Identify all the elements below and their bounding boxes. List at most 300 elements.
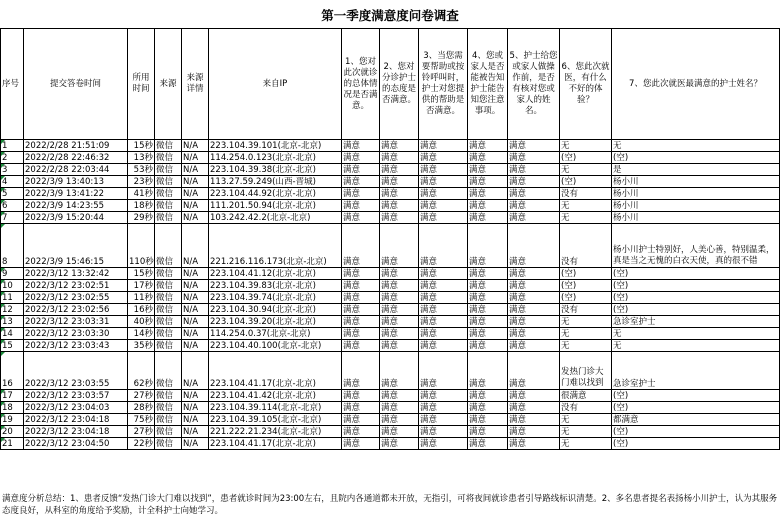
col-header-duration[interactable]: 所用时间 (128, 29, 155, 140)
cell-q1[interactable]: 满意 (342, 316, 380, 328)
cell-q7[interactable]: (空) (612, 304, 780, 316)
cell-q2[interactable]: 满意 (380, 212, 419, 224)
cell-q3[interactable]: 满意 (419, 268, 468, 280)
cell-q2[interactable]: 满意 (380, 224, 419, 268)
cell-source-detail[interactable]: N/A (182, 152, 209, 164)
cell-source-detail[interactable]: N/A (182, 280, 209, 292)
cell-seq[interactable]: 8 (1, 224, 24, 268)
cell-source[interactable]: 微信 (155, 140, 182, 152)
cell-ip[interactable]: 103.242.42.2(北京-北京) (209, 212, 342, 224)
cell-submit-time[interactable]: 2022/3/12 23:04:18 (24, 414, 128, 426)
cell-submit-time[interactable]: 2022/3/12 23:03:57 (24, 390, 128, 402)
cell-q7[interactable]: (空) (612, 426, 780, 438)
cell-q7[interactable]: 急诊室护士 (612, 352, 780, 390)
cell-source[interactable]: 微信 (155, 292, 182, 304)
cell-source[interactable]: 微信 (155, 280, 182, 292)
cell-submit-time[interactable]: 2022/3/12 23:04:03 (24, 402, 128, 414)
cell-q1[interactable]: 满意 (342, 224, 380, 268)
col-header-q1[interactable]: 1、您对此次就诊的总体情况是否满意。 (342, 29, 380, 140)
cell-q4[interactable]: 满意 (468, 402, 508, 414)
col-header-source-detail[interactable]: 来源详情 (182, 29, 209, 140)
col-header-q4[interactable]: 4、您或家人是否能被告知护士能告知您注意事项。 (468, 29, 508, 140)
cell-source-detail[interactable]: N/A (182, 212, 209, 224)
cell-submit-time[interactable]: 2022/3/12 23:04:18 (24, 426, 128, 438)
table-row[interactable] (1, 212, 780, 224)
table-row[interactable] (1, 280, 780, 292)
cell-source[interactable]: 微信 (155, 224, 182, 268)
cell-submit-time[interactable]: 2022/3/12 23:02:51 (24, 280, 128, 292)
cell-duration[interactable]: 29秒 (128, 212, 155, 224)
cell-source[interactable]: 微信 (155, 328, 182, 340)
cell-duration[interactable]: 11秒 (128, 292, 155, 304)
cell-q6[interactable]: 无 (560, 426, 612, 438)
cell-q5[interactable]: 满意 (508, 140, 560, 152)
cell-ip[interactable]: 114.254.0.123(北京-北京) (209, 152, 342, 164)
cell-q2[interactable]: 满意 (380, 304, 419, 316)
cell-q2[interactable]: 满意 (380, 152, 419, 164)
cell-q1[interactable]: 满意 (342, 390, 380, 402)
cell-q6[interactable]: (空) (560, 268, 612, 280)
cell-submit-time[interactable]: 2022/2/28 22:03:44 (24, 164, 128, 176)
cell-q7[interactable]: (空) (612, 280, 780, 292)
cell-source[interactable]: 微信 (155, 402, 182, 414)
cell-q2[interactable]: 满意 (380, 140, 419, 152)
cell-q1[interactable]: 满意 (342, 414, 380, 426)
cell-q5[interactable]: 满意 (508, 304, 560, 316)
cell-q4[interactable]: 满意 (468, 280, 508, 292)
table-row[interactable] (1, 390, 780, 402)
cell-q7[interactable]: (空) (612, 292, 780, 304)
table-row[interactable] (1, 200, 780, 212)
cell-source[interactable]: 微信 (155, 200, 182, 212)
cell-q2[interactable]: 满意 (380, 200, 419, 212)
cell-q3[interactable]: 满意 (419, 212, 468, 224)
cell-q3[interactable]: 满意 (419, 292, 468, 304)
cell-submit-time[interactable]: 2022/3/12 23:02:55 (24, 292, 128, 304)
cell-seq[interactable]: 19 (1, 414, 24, 426)
cell-q3[interactable]: 满意 (419, 340, 468, 352)
cell-q5[interactable]: 满意 (508, 340, 560, 352)
cell-source-detail[interactable]: N/A (182, 328, 209, 340)
cell-q3[interactable]: 满意 (419, 224, 468, 268)
cell-submit-time[interactable]: 2022/3/9 14:23:55 (24, 200, 128, 212)
cell-ip[interactable]: 221.222.21.234(北京-北京) (209, 426, 342, 438)
cell-ip[interactable]: 114.254.0.37(北京-北京) (209, 328, 342, 340)
table-row[interactable] (1, 352, 780, 390)
cell-source-detail[interactable]: N/A (182, 164, 209, 176)
table-row[interactable] (1, 188, 780, 200)
cell-seq[interactable]: 20 (1, 426, 24, 438)
cell-q4[interactable]: 满意 (468, 212, 508, 224)
cell-q6[interactable]: (空) (560, 280, 612, 292)
cell-source-detail[interactable]: N/A (182, 200, 209, 212)
cell-q4[interactable]: 满意 (468, 152, 508, 164)
cell-seq[interactable]: 9 (1, 268, 24, 280)
cell-q4[interactable]: 满意 (468, 200, 508, 212)
cell-q7[interactable]: 是 (612, 164, 780, 176)
cell-q7[interactable]: (空) (612, 402, 780, 414)
table-row[interactable] (1, 164, 780, 176)
cell-ip[interactable]: 223.104.39.101(北京-北京) (209, 140, 342, 152)
cell-seq[interactable]: 14 (1, 328, 24, 340)
cell-duration[interactable]: 14秒 (128, 328, 155, 340)
cell-seq[interactable]: 4 (1, 176, 24, 188)
cell-q4[interactable]: 满意 (468, 224, 508, 268)
cell-q3[interactable]: 满意 (419, 188, 468, 200)
cell-q6[interactable]: 无 (560, 316, 612, 328)
cell-q5[interactable]: 满意 (508, 268, 560, 280)
cell-submit-time[interactable]: 2022/3/12 23:03:31 (24, 316, 128, 328)
cell-ip[interactable]: 223.104.39.38(北京-北京) (209, 164, 342, 176)
cell-source[interactable]: 微信 (155, 426, 182, 438)
cell-q7[interactable]: 都满意 (612, 414, 780, 426)
cell-duration[interactable]: 27秒 (128, 390, 155, 402)
cell-submit-time[interactable]: 2022/3/12 23:04:50 (24, 438, 128, 450)
cell-submit-time[interactable]: 2022/3/12 23:03:30 (24, 328, 128, 340)
cell-q1[interactable]: 满意 (342, 152, 380, 164)
cell-ip[interactable]: 223.104.39.20(北京-北京) (209, 316, 342, 328)
cell-seq[interactable]: 11 (1, 292, 24, 304)
cell-q3[interactable]: 满意 (419, 152, 468, 164)
cell-q6[interactable]: (空) (560, 176, 612, 188)
cell-seq[interactable]: 10 (1, 280, 24, 292)
cell-source[interactable]: 微信 (155, 268, 182, 280)
cell-source-detail[interactable]: N/A (182, 438, 209, 450)
cell-q4[interactable]: 满意 (468, 140, 508, 152)
cell-q4[interactable]: 满意 (468, 414, 508, 426)
cell-source[interactable]: 微信 (155, 164, 182, 176)
col-header-q3[interactable]: 3、当您需要帮助或按铃呼叫时，护士对您提供的帮助是否满意。 (419, 29, 468, 140)
col-header-q7[interactable]: 7、您此次就医最满意的护士姓名？ (612, 29, 780, 140)
cell-q2[interactable]: 满意 (380, 340, 419, 352)
cell-source-detail[interactable]: N/A (182, 352, 209, 390)
cell-q2[interactable]: 满意 (380, 268, 419, 280)
cell-duration[interactable]: 15秒 (128, 268, 155, 280)
cell-seq[interactable]: 18 (1, 402, 24, 414)
cell-q5[interactable]: 满意 (508, 316, 560, 328)
cell-q3[interactable]: 满意 (419, 414, 468, 426)
cell-source-detail[interactable]: N/A (182, 292, 209, 304)
cell-ip[interactable]: 223.104.30.94(北京-北京) (209, 304, 342, 316)
cell-duration[interactable]: 28秒 (128, 402, 155, 414)
cell-q2[interactable]: 满意 (380, 292, 419, 304)
cell-q2[interactable]: 满意 (380, 188, 419, 200)
cell-q5[interactable]: 满意 (508, 414, 560, 426)
cell-q3[interactable]: 满意 (419, 438, 468, 450)
cell-duration[interactable]: 40秒 (128, 316, 155, 328)
cell-q6[interactable]: 没有 (560, 224, 612, 268)
cell-seq[interactable]: 6 (1, 200, 24, 212)
cell-q5[interactable]: 满意 (508, 176, 560, 188)
cell-q7[interactable]: 杨小川 (612, 212, 780, 224)
cell-q1[interactable]: 满意 (342, 426, 380, 438)
cell-source-detail[interactable]: N/A (182, 224, 209, 268)
cell-q4[interactable]: 满意 (468, 352, 508, 390)
cell-ip[interactable]: 223.104.39.105(北京-北京) (209, 414, 342, 426)
cell-duration[interactable]: 15秒 (128, 140, 155, 152)
cell-ip[interactable]: 223.104.41.17(北京-北京) (209, 352, 342, 390)
cell-ip[interactable]: 223.104.41.42(北京-北京) (209, 390, 342, 402)
cell-q1[interactable]: 满意 (342, 280, 380, 292)
cell-submit-time[interactable]: 2022/3/12 13:32:42 (24, 268, 128, 280)
cell-q1[interactable]: 满意 (342, 140, 380, 152)
col-header-source[interactable]: 来源 (155, 29, 182, 140)
cell-q1[interactable]: 满意 (342, 402, 380, 414)
cell-q1[interactable]: 满意 (342, 304, 380, 316)
col-header-q2[interactable]: 2、您对分诊护士的态度是否满意。 (380, 29, 419, 140)
cell-seq[interactable]: 2 (1, 152, 24, 164)
cell-q2[interactable]: 满意 (380, 414, 419, 426)
cell-q5[interactable]: 满意 (508, 390, 560, 402)
cell-q5[interactable]: 满意 (508, 212, 560, 224)
cell-source[interactable]: 微信 (155, 340, 182, 352)
cell-q2[interactable]: 满意 (380, 438, 419, 450)
cell-ip[interactable]: 223.104.41.17(北京-北京) (209, 438, 342, 450)
cell-q7[interactable]: 杨小川 (612, 188, 780, 200)
cell-q1[interactable]: 满意 (342, 438, 380, 450)
cell-q3[interactable]: 满意 (419, 280, 468, 292)
cell-q5[interactable]: 满意 (508, 438, 560, 450)
cell-q7[interactable]: 无 (612, 340, 780, 352)
cell-seq[interactable]: 15 (1, 340, 24, 352)
cell-q3[interactable]: 满意 (419, 200, 468, 212)
cell-q7[interactable]: 杨小川护士特别好，人美心善，特别温柔，真是当之无愧的白衣天使，真的很不错 (612, 224, 780, 268)
cell-ip[interactable]: 223.104.44.92(北京-北京) (209, 188, 342, 200)
cell-q4[interactable]: 满意 (468, 390, 508, 402)
cell-q3[interactable]: 满意 (419, 176, 468, 188)
cell-ip[interactable]: 221.216.116.173(北京-北京) (209, 224, 342, 268)
cell-q4[interactable]: 满意 (468, 176, 508, 188)
cell-submit-time[interactable]: 2022/2/28 22:46:32 (24, 152, 128, 164)
cell-q3[interactable]: 满意 (419, 426, 468, 438)
cell-duration[interactable]: 110秒 (128, 224, 155, 268)
cell-q6[interactable]: 发热门诊大门难以找到 (560, 352, 612, 390)
cell-submit-time[interactable]: 2022/3/9 15:46:15 (24, 224, 128, 268)
cell-q4[interactable]: 满意 (468, 316, 508, 328)
cell-q4[interactable]: 满意 (468, 292, 508, 304)
cell-q4[interactable]: 满意 (468, 426, 508, 438)
table-row[interactable] (1, 304, 780, 316)
cell-submit-time[interactable]: 2022/2/28 21:51:09 (24, 140, 128, 152)
cell-q6[interactable]: 无 (560, 140, 612, 152)
cell-source[interactable]: 微信 (155, 414, 182, 426)
cell-q4[interactable]: 满意 (468, 268, 508, 280)
cell-source[interactable]: 微信 (155, 352, 182, 390)
table-row[interactable] (1, 438, 780, 450)
cell-q5[interactable]: 满意 (508, 164, 560, 176)
cell-q5[interactable]: 满意 (508, 280, 560, 292)
col-header-submit-time[interactable]: 提交答卷时间 (24, 29, 128, 140)
cell-source[interactable]: 微信 (155, 438, 182, 450)
cell-seq[interactable]: 1 (1, 140, 24, 152)
cell-q4[interactable]: 满意 (468, 164, 508, 176)
cell-q7[interactable]: (空) (612, 152, 780, 164)
cell-seq[interactable]: 17 (1, 390, 24, 402)
cell-q4[interactable]: 满意 (468, 188, 508, 200)
cell-q4[interactable]: 满意 (468, 304, 508, 316)
cell-q7[interactable]: (空) (612, 390, 780, 402)
cell-q5[interactable]: 满意 (508, 200, 560, 212)
cell-q2[interactable]: 满意 (380, 390, 419, 402)
table-row[interactable] (1, 176, 780, 188)
cell-q4[interactable]: 满意 (468, 328, 508, 340)
cell-q5[interactable]: 满意 (508, 402, 560, 414)
cell-q3[interactable]: 满意 (419, 140, 468, 152)
cell-source-detail[interactable]: N/A (182, 340, 209, 352)
cell-duration[interactable]: 27秒 (128, 426, 155, 438)
cell-duration[interactable]: 41秒 (128, 188, 155, 200)
cell-q1[interactable]: 满意 (342, 176, 380, 188)
cell-q2[interactable]: 满意 (380, 328, 419, 340)
cell-q6[interactable]: 没有 (560, 402, 612, 414)
table-row[interactable] (1, 328, 780, 340)
cell-q3[interactable]: 满意 (419, 328, 468, 340)
table-row[interactable] (1, 224, 780, 268)
cell-q1[interactable]: 满意 (342, 268, 380, 280)
cell-source[interactable]: 微信 (155, 188, 182, 200)
cell-duration[interactable]: 53秒 (128, 164, 155, 176)
col-header-seq[interactable]: 序号 (1, 29, 24, 140)
cell-q5[interactable]: 满意 (508, 188, 560, 200)
cell-source[interactable]: 微信 (155, 152, 182, 164)
table-row[interactable] (1, 316, 780, 328)
cell-q7[interactable]: 急诊室护士 (612, 316, 780, 328)
cell-duration[interactable]: 16秒 (128, 304, 155, 316)
cell-q6[interactable]: 无 (560, 200, 612, 212)
cell-q1[interactable]: 满意 (342, 164, 380, 176)
cell-q1[interactable]: 满意 (342, 292, 380, 304)
cell-duration[interactable]: 75秒 (128, 414, 155, 426)
cell-q7[interactable]: 杨小川 (612, 200, 780, 212)
cell-source-detail[interactable]: N/A (182, 414, 209, 426)
cell-ip[interactable]: 223.104.39.114(北京-北京) (209, 402, 342, 414)
col-header-ip[interactable]: 来自IP (209, 29, 342, 140)
cell-seq[interactable]: 12 (1, 304, 24, 316)
cell-q2[interactable]: 满意 (380, 164, 419, 176)
cell-source-detail[interactable]: N/A (182, 390, 209, 402)
table-row[interactable] (1, 402, 780, 414)
cell-ip[interactable]: 223.104.39.83(北京-北京) (209, 280, 342, 292)
table-row[interactable] (1, 268, 780, 280)
cell-submit-time[interactable]: 2022/3/12 23:03:55 (24, 352, 128, 390)
cell-q7[interactable]: (空) (612, 438, 780, 450)
col-header-q6[interactable]: 6、您此次就医，有什么不好的体验？ (560, 29, 612, 140)
cell-q3[interactable]: 满意 (419, 304, 468, 316)
cell-q6[interactable]: 无 (560, 328, 612, 340)
table-row[interactable] (1, 152, 780, 164)
cell-source-detail[interactable]: N/A (182, 304, 209, 316)
cell-q2[interactable]: 满意 (380, 176, 419, 188)
cell-q6[interactable]: 无 (560, 340, 612, 352)
cell-source-detail[interactable]: N/A (182, 176, 209, 188)
cell-source[interactable]: 微信 (155, 304, 182, 316)
cell-seq[interactable]: 16 (1, 352, 24, 390)
cell-q1[interactable]: 满意 (342, 200, 380, 212)
cell-q6[interactable]: 无 (560, 438, 612, 450)
cell-q1[interactable]: 满意 (342, 340, 380, 352)
cell-source[interactable]: 微信 (155, 176, 182, 188)
cell-q1[interactable]: 满意 (342, 352, 380, 390)
cell-q3[interactable]: 满意 (419, 402, 468, 414)
table-row[interactable] (1, 140, 780, 152)
cell-q1[interactable]: 满意 (342, 188, 380, 200)
cell-submit-time[interactable]: 2022/3/9 13:40:13 (24, 176, 128, 188)
cell-q5[interactable]: 满意 (508, 292, 560, 304)
cell-q2[interactable]: 满意 (380, 426, 419, 438)
cell-q7[interactable]: 无 (612, 328, 780, 340)
cell-q7[interactable]: 杨小川 (612, 176, 780, 188)
cell-q6[interactable]: 无 (560, 164, 612, 176)
cell-source[interactable]: 微信 (155, 212, 182, 224)
cell-duration[interactable]: 35秒 (128, 340, 155, 352)
cell-q1[interactable]: 满意 (342, 212, 380, 224)
cell-q2[interactable]: 满意 (380, 352, 419, 390)
cell-seq[interactable]: 21 (1, 438, 24, 450)
cell-q6[interactable]: (空) (560, 292, 612, 304)
cell-duration[interactable]: 18秒 (128, 200, 155, 212)
cell-q4[interactable]: 满意 (468, 340, 508, 352)
cell-q5[interactable]: 满意 (508, 328, 560, 340)
cell-source-detail[interactable]: N/A (182, 316, 209, 328)
cell-q7[interactable]: (空) (612, 268, 780, 280)
cell-q2[interactable]: 满意 (380, 402, 419, 414)
cell-duration[interactable]: 17秒 (128, 280, 155, 292)
table-row[interactable] (1, 414, 780, 426)
cell-seq[interactable]: 7 (1, 212, 24, 224)
cell-q6[interactable]: 无 (560, 414, 612, 426)
cell-submit-time[interactable]: 2022/3/9 13:41:22 (24, 188, 128, 200)
cell-source-detail[interactable]: N/A (182, 140, 209, 152)
cell-ip[interactable]: 111.201.50.94(北京-北京) (209, 200, 342, 212)
cell-q7[interactable]: 无 (612, 140, 780, 152)
cell-q2[interactable]: 满意 (380, 316, 419, 328)
cell-q4[interactable]: 满意 (468, 438, 508, 450)
cell-q6[interactable]: 很满意 (560, 390, 612, 402)
cell-ip[interactable]: 223.104.40.100(北京-北京) (209, 340, 342, 352)
cell-source-detail[interactable]: N/A (182, 268, 209, 280)
cell-q6[interactable]: 没有 (560, 188, 612, 200)
cell-q3[interactable]: 满意 (419, 316, 468, 328)
cell-q1[interactable]: 满意 (342, 328, 380, 340)
cell-submit-time[interactable]: 2022/3/12 23:03:43 (24, 340, 128, 352)
cell-submit-time[interactable]: 2022/3/12 23:02:56 (24, 304, 128, 316)
cell-q6[interactable]: 无 (560, 212, 612, 224)
cell-source[interactable]: 微信 (155, 316, 182, 328)
cell-ip[interactable]: 223.104.41.12(北京-北京) (209, 268, 342, 280)
cell-duration[interactable]: 23秒 (128, 176, 155, 188)
cell-q3[interactable]: 满意 (419, 352, 468, 390)
cell-duration[interactable]: 62秒 (128, 352, 155, 390)
cell-source[interactable]: 微信 (155, 390, 182, 402)
cell-seq[interactable]: 3 (1, 164, 24, 176)
cell-q5[interactable]: 满意 (508, 426, 560, 438)
cell-q5[interactable]: 满意 (508, 352, 560, 390)
table-row[interactable] (1, 292, 780, 304)
table-row[interactable] (1, 340, 780, 352)
cell-source-detail[interactable]: N/A (182, 188, 209, 200)
cell-ip[interactable]: 223.104.39.74(北京-北京) (209, 292, 342, 304)
cell-source-detail[interactable]: N/A (182, 426, 209, 438)
col-header-q5[interactable]: 5、护士给您或家人做操作前，是否有核对您或家人的姓名。 (508, 29, 560, 140)
cell-duration[interactable]: 22秒 (128, 438, 155, 450)
cell-seq[interactable]: 5 (1, 188, 24, 200)
cell-duration[interactable]: 13秒 (128, 152, 155, 164)
cell-q2[interactable]: 满意 (380, 280, 419, 292)
cell-q6[interactable]: (空) (560, 152, 612, 164)
cell-q3[interactable]: 满意 (419, 390, 468, 402)
cell-submit-time[interactable]: 2022/3/9 15:20:44 (24, 212, 128, 224)
cell-q3[interactable]: 满意 (419, 164, 468, 176)
